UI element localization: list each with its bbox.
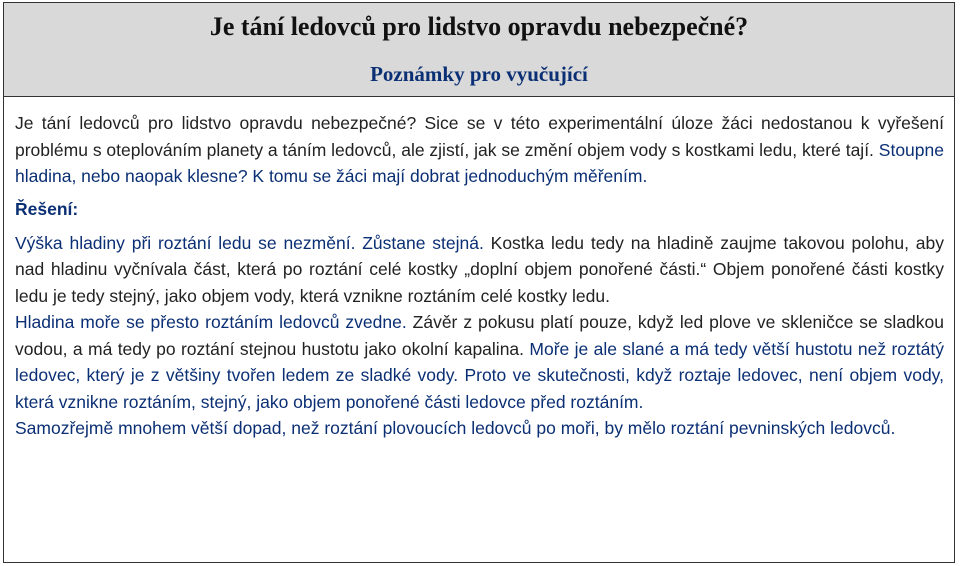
document-subtitle: Poznámky pro vyučující	[370, 62, 588, 86]
intro-paragraph	[15, 110, 944, 190]
continental-glaciers-note: Samozřejmě mnohem větší dopad, než roztání plovoucích ledovců po moři, by mělo roztání pevninských ledovců.	[15, 418, 896, 438]
sea-level-statement: Hladina moře se přesto roztáním ledovců zvedne.	[15, 312, 407, 332]
document-title: Je tání ledovců pro lidstvo opravdu nebezpečné?	[209, 12, 749, 41]
solution-answer: Výška hladiny při roztání ledu se nezmění. Zůstane stejná.	[15, 232, 484, 253]
solution-explanation: Kostka ledu tedy na hladině zaujme takovou polohu, aby nad hladinu vyčnívala část, která po roztání celé kostky „doplní objem ponořené části.“ Objem ponořené části kostky ledu je tedy stejný, jako objem vody, která vznikne roztáním celé kostky ledu.	[15, 232, 944, 306]
intro-question: Stoupne hladina, nebo naopak klesne? K tomu se žáci mají dobrat jednoduchým měřením.	[15, 139, 944, 186]
document-header	[3, 2, 955, 97]
solution-paragraph	[15, 230, 944, 442]
solution-heading: Řešení:	[15, 198, 79, 219]
intro-text: Je tání ledovců pro lidstvo opravdu nebezpečné? Sice se v této experimentální úloze žáci nedostanou k vyřešení problému s oteplováním planety a táním ledovců, ale zjistí, jak se změní objem vody s kostkami ledu, které tají.	[15, 113, 944, 160]
document-body	[3, 96, 955, 563]
salt-water-explanation: Moře je ale slané a má tedy větší hustotu než roztátý ledovec, který je z většiny tvořen ledem ze sladké vody. Proto ve skutečnosti, když roztaje ledovec, není objem vody, která vznikne roztáním, stejný, jako objem ponořené části ledovce před roztáním.	[15, 338, 944, 412]
experiment-conclusion: Závěr z pokusu platí pouze, když led plove ve skleničce se sladkou vodou, a má tedy po roztání stejnou hustotu jako okolní kapalina.	[15, 312, 945, 359]
